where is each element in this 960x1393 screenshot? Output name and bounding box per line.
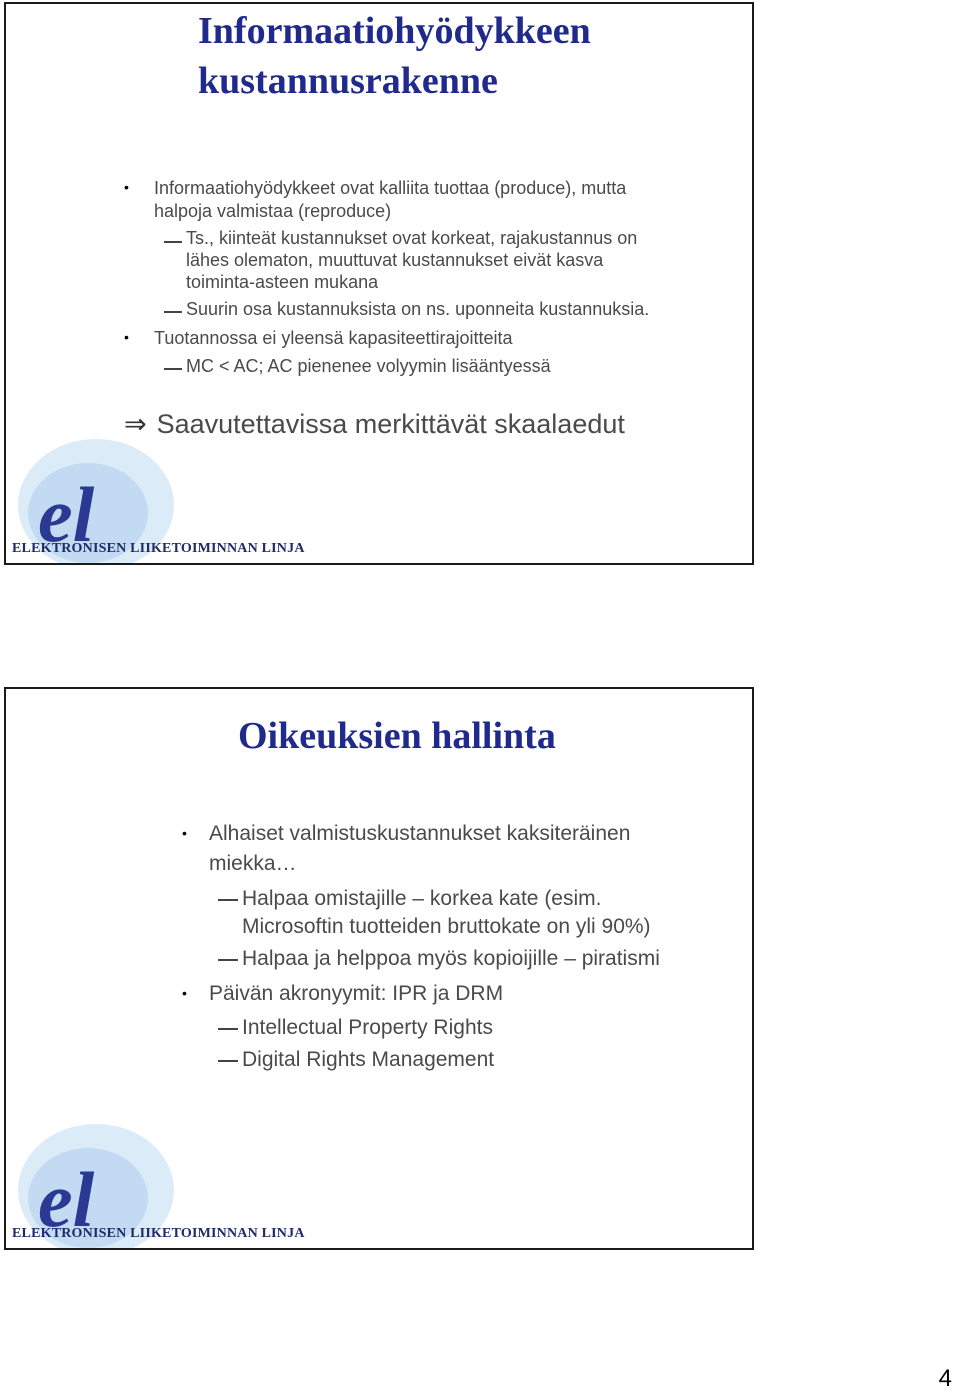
dash-marker	[218, 959, 238, 961]
dash-marker	[218, 899, 238, 901]
conclusion	[124, 409, 625, 440]
sub-1-line-2: Microsoftin tuotteiden bruttokate on yli 90%)	[242, 915, 651, 938]
bullet-1-line-1: Alhaiset valmistuskustannukset kaksiteräinen	[209, 822, 631, 845]
sub-2: Suurin osa kustannuksista on ns. uponneita kustannuksia.	[186, 299, 650, 319]
sub-4: Digital Rights Management	[242, 1048, 495, 1071]
bullet-2: Tuotannossa ei yleensä kapasiteettirajoitteita	[154, 328, 513, 348]
bullet-1-line-2: halpoja valmistaa (reproduce)	[154, 201, 392, 221]
slide-title	[198, 6, 591, 106]
sub-3: MC < AC; AC pienenee volyymin lisääntyessä	[186, 356, 551, 376]
bullet-1-line-2: miekka…	[209, 852, 297, 875]
bullet-marker: •	[124, 179, 129, 195]
sub-1-line-2: lähes olematon, muuttuvat kustannukset eivät kasva	[186, 250, 604, 270]
title-line-2: kustannusrakenne	[198, 60, 498, 102]
dash-marker	[164, 311, 182, 313]
bullet-1-line-1: Informaatiohyödykkeet ovat kalliita tuottaa (produce), mutta	[154, 178, 627, 198]
conclusion-text: Saavutettavissa merkittävät skaalaedut	[156, 409, 625, 439]
slide-title: Oikeuksien hallinta	[238, 715, 556, 757]
title-line-1: Informaatiohyödykkeen	[198, 10, 591, 52]
logo-mark: el	[38, 471, 95, 558]
sub-1-line-1: Halpaa omistajille – korkea kate (esim.	[242, 887, 602, 910]
slide-cost-structure	[4, 2, 754, 565]
bullet-marker: •	[182, 825, 187, 841]
dash-marker	[164, 241, 182, 243]
logo-text: ELEKTRONISEN LIIKETOIMINNAN LINJA	[12, 1226, 305, 1241]
logo-text: ELEKTRONISEN LIIKETOIMINNAN LINJA	[12, 541, 305, 556]
bullet-marker: •	[182, 985, 187, 1001]
dash-marker	[164, 368, 182, 370]
page-number: 4	[938, 1365, 952, 1392]
dash-marker	[218, 1060, 238, 1062]
slide-rights-management	[4, 687, 754, 1250]
implies-symbol: ⇒	[124, 409, 147, 439]
sub-2: Halpaa ja helppoa myös kopioijille – piratismi	[242, 947, 660, 970]
bullet-2: Päivän akronyymit: IPR ja DRM	[209, 982, 504, 1005]
bullet-marker: •	[124, 329, 129, 345]
logo	[6, 1098, 316, 1248]
sub-3: Intellectual Property Rights	[242, 1016, 493, 1039]
sub-1-line-3: toiminta-asteen mukana	[186, 272, 379, 292]
sub-1-line-1: Ts., kiinteät kustannukset ovat korkeat, rajakustannus on	[186, 228, 638, 248]
logo-mark: el	[38, 1156, 95, 1243]
dash-marker	[218, 1028, 238, 1030]
